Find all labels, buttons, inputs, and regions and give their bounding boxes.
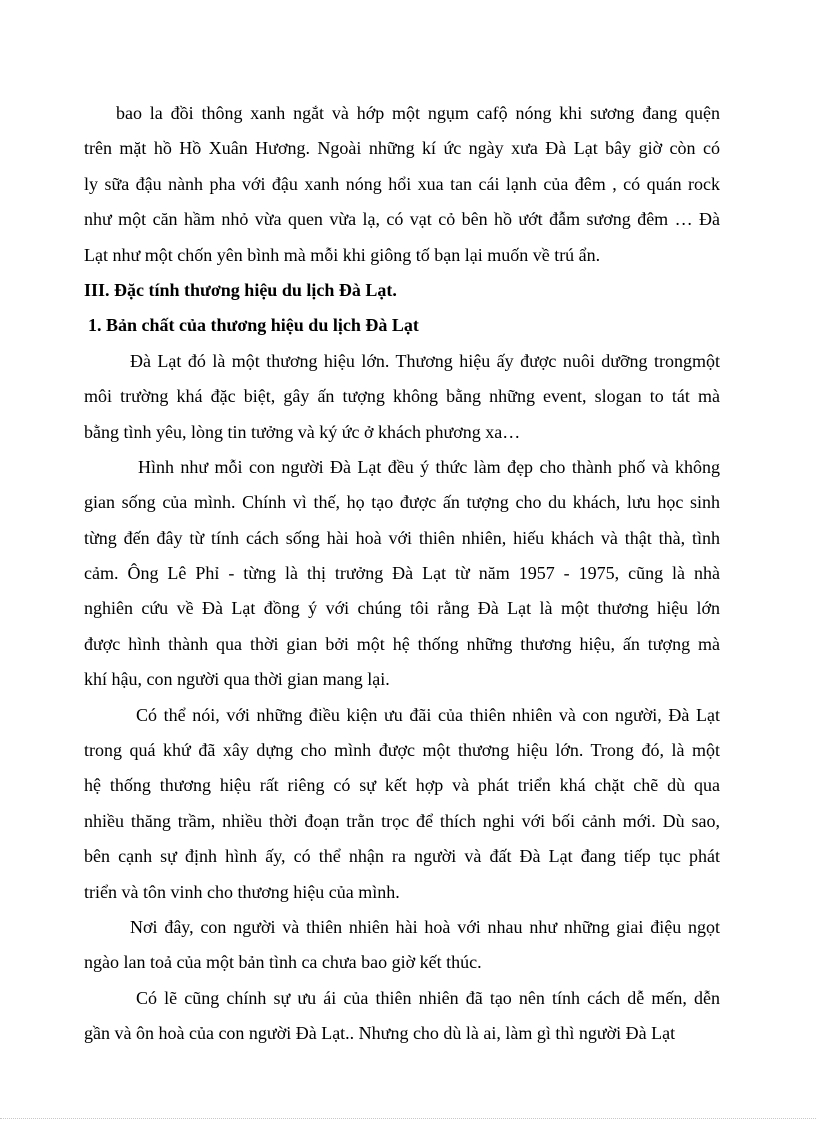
paragraph-line: ngào lan toả của một bản tình ca chưa bao giờ kết thúc. [84, 952, 482, 973]
paragraph-line: ly sữa đậu nành pha với đậu xanh nóng hổi xua tan cái lạnh của đêm , có quán rock [84, 173, 720, 194]
paragraph-line: Hình như mỗi con người Đà Lạt đều ý thức làm đẹp cho thành phố và không [138, 456, 720, 477]
paragraph-line: bao la đồi thông xanh ngắt và hớp một ngụm cafộ nóng khi sương đang quện [116, 103, 720, 123]
paragraph-line: bên cạnh sự định hình ấy, có thể nhận ra người và đất Đà Lạt đang tiếp tục phát [84, 846, 720, 867]
paragraph-line: Có thể nói, với những điều kiện ưu đãi của thiên nhiên và con người, Đà Lạt [136, 704, 720, 725]
paragraph-line: Nơi đây, con người và thiên nhiên hài hoà với nhau như những giai điệu ngọt [130, 916, 720, 937]
paragraph-line: hệ thống thương hiệu rất riêng có sự kết hợp và phát triển khá chặt chẽ dù qua [84, 775, 720, 796]
paragraph-line: khí hậu, con người qua thời gian mang lại. [84, 669, 390, 690]
paragraph-line: Đà Lạt đó là một thương hiệu lớn. Thương hiệu ấy được nuôi dưỡng trongmột [130, 350, 720, 371]
paragraph-line: cảm. Ông Lê Phỉ - từng là thị trưởng Đà Lạt từ năm 1957 - 1975, cũng là nhà [84, 563, 720, 584]
paragraph-line: Lạt như một chốn yên bình mà mỗi khi giông tố bạn lại muốn về trú ẩn. [84, 244, 601, 265]
paragraph-line: Có lẽ cũng chính sự ưu ái của thiên nhiên đã tạo nên tính cách dễ mến, dễn [136, 987, 720, 1008]
page-bottom-divider [0, 1118, 816, 1119]
paragraph-line: triển và tôn vinh cho thương hiệu của mình. [84, 881, 400, 902]
paragraph-line: môi trường khá đặc biệt, gây ấn tượng không bằng những event, slogan to tát mà [84, 386, 720, 407]
paragraph-line: gần và ôn hoà của con người Đà Lạt.. Nhưng cho dù là ai, làm gì thì người Đà Lạt [84, 1023, 676, 1044]
paragraph-line: nhiều thăng trầm, nhiều thời đoạn trằn trọc để thích nghi với bối cảnh mới. Dù sao, [84, 810, 720, 831]
paragraph-line: từng đến đây từ tính cách sống hài hoà với thiên nhiên, hiếu khách và thật thà, tình [84, 527, 720, 548]
paragraph-line: trong quá khứ đã xây dựng cho mình được một thương hiệu lớn. Trong đó, là một [84, 740, 720, 761]
paragraph-line: như một căn hầm nhỏ vừa quen vừa lạ, có vạt cỏ bên hồ ướt đẫm sương đêm … Đà [84, 209, 720, 230]
paragraph-line: bằng tình yêu, lòng tin tưởng và ký ức ở khách phương xa… [84, 421, 521, 442]
document-body [84, 96, 720, 1052]
paragraph-line: nghiên cứu về Đà Lạt đồng ý với chúng tôi rằng Đà Lạt là một thương hiệu lớn [84, 598, 720, 619]
paragraph-line: trên mặt hồ Hồ Xuân Hương. Ngoài những kí ức ngày xưa Đà Lạt bây giờ còn có [84, 138, 720, 159]
section-heading: 1. Bản chất của thương hiệu du lịch Đà Lạt [88, 315, 419, 336]
paragraph-line: gian sống của mình. Chính vì thế, họ tạo được ấn tượng cho du khách, lưu học sinh [84, 492, 720, 513]
paragraph-line: được hình thành qua thời gian bởi một hệ thống những thương hiệu, ấn tượng mà [84, 633, 720, 654]
section-heading: III. Đặc tính thương hiệu du lịch Đà Lạt. [84, 279, 397, 300]
